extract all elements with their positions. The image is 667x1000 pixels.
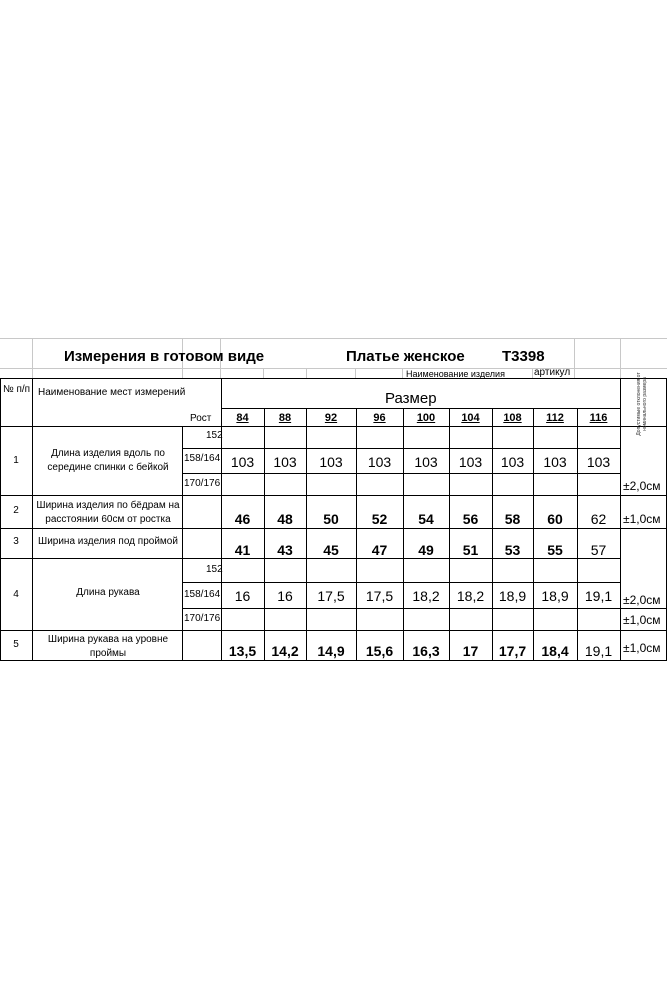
size-label: 104 [461,412,480,424]
size-label: 84 [236,412,249,424]
grid-line [0,338,667,339]
table-cell: 103 [500,454,525,470]
size-label: 92 [324,412,338,424]
table-cell: 56 [462,511,479,527]
height-label: 158/164 [184,589,221,600]
grid-line [620,338,621,378]
row-name: Ширина изделия по бёдрам на расстоянии 60см от ростка [36,500,180,525]
table-cell: 62 [590,511,607,527]
row-name: Ширина изделия под проймой [38,536,178,547]
table-cell: 58 [504,511,521,527]
table-border [182,608,667,609]
table-cell: 47 [371,542,388,558]
table-cell: 52 [371,511,388,527]
table-border [221,408,621,409]
table-border [0,660,667,661]
tolerance-cell: ±1,0см [623,641,661,655]
table-border [0,558,620,559]
table-border [182,582,620,583]
article-label: артикул [534,367,571,378]
table-cell: 41 [234,542,251,558]
tolerance-cell: ±1,0см [623,613,661,627]
table-border [0,528,667,529]
tolerance-cell: ±2,0см [623,593,661,607]
table-border [356,408,357,660]
tolerance-cell: ±2,0см [623,479,661,493]
table-cell: 103 [414,454,438,470]
row-number: 4 [13,589,19,600]
table-cell: 103 [458,454,483,470]
article-number: Т3398 [502,348,545,365]
table-border [264,408,265,660]
table-cell: 48 [277,511,293,527]
table-cell: 103 [543,454,567,470]
table-cell: 16 [234,588,251,604]
size-label: 96 [373,412,386,424]
table-cell: 54 [418,511,434,527]
product-label: Наименование изделия [406,369,505,379]
table-cell: 19,1 [584,643,613,659]
table-cell: 17 [462,643,479,659]
table-cell: 55 [547,542,563,558]
table-cell: 103 [273,454,297,470]
table-cell: 13,5 [228,643,257,659]
grid-line [532,368,533,378]
row-name: Ширина рукава на уровне проймы [47,634,169,659]
grid-line [32,338,33,378]
size-label: 112 [546,412,564,424]
row-number: 1 [13,455,19,466]
height-label: 152 [206,564,223,575]
table-border [0,378,1,660]
table-cell: 45 [323,542,339,558]
height-label: 158/164 [184,453,221,464]
table-cell: 46 [234,511,251,527]
table-cell: 16,3 [412,643,440,659]
row-number: 2 [13,505,19,516]
table-cell: 51 [462,542,479,558]
column-header-sizes: Размер [385,390,437,407]
table-cell: 18,9 [498,588,527,604]
table-cell: 50 [323,511,339,527]
column-header-num: № п/п [2,384,31,395]
table-cell: 17,5 [317,588,345,604]
table-cell: 103 [319,454,343,470]
row-number: 5 [13,639,19,650]
table-cell: 18,4 [541,643,569,659]
grid-line [402,368,403,378]
table-border [533,408,534,660]
table-border [403,408,404,660]
row-name: Длина рукава [76,587,140,598]
table-border [306,408,307,660]
size-label: 88 [278,412,292,424]
table-cell: 57 [590,542,607,558]
table-cell: 103 [230,454,255,470]
size-label: 108 [503,412,522,424]
table-border [0,495,667,496]
table-border [32,378,33,660]
table-cell: 103 [586,454,611,470]
table-border [0,426,667,427]
table-border [0,378,667,379]
column-header-height: Рост [190,413,212,424]
row-name: Длина изделия вдоль по середине спинки с бейкой [47,448,169,473]
table-border [0,630,667,631]
table-cell: 49 [418,542,434,558]
height-label: 170/176 [184,478,221,489]
grid-line [263,368,264,378]
size-label: 100 [416,412,436,424]
table-border [577,408,578,660]
table-cell: 17,5 [365,588,394,604]
height-label: 170/176 [184,613,221,624]
table-border [449,408,450,660]
height-label: 152 [206,430,223,441]
table-cell: 14,2 [271,643,299,659]
table-cell: 18,2 [412,588,440,604]
table-border [182,448,620,449]
table-cell: 60 [547,511,563,527]
grid-line [306,368,307,378]
product-name: Платье женское [346,348,465,365]
table-cell: 15,6 [365,643,394,659]
row-number: 3 [13,536,19,547]
table-cell: 19,1 [584,588,613,604]
column-header-name: Наименование мест измерений [38,387,186,398]
table-cell: 17,7 [498,643,527,659]
table-border [492,408,493,660]
page-title: Измерения в готовом виде [64,348,265,365]
size-label: 116 [589,412,608,424]
table-cell: 53 [504,542,521,558]
tolerance-cell: ±1,0см [623,512,661,526]
table-border [620,378,621,660]
table-border [182,426,183,660]
table-border [182,473,620,474]
table-cell: 43 [277,542,293,558]
table-cell: 16 [277,588,293,604]
table-cell: 14,9 [317,643,345,659]
column-header-tolerance: Допустимые отклонения от номинального размера [636,372,648,436]
table-cell: 18,2 [456,588,485,604]
table-cell: 18,9 [541,588,569,604]
size-table [0,338,667,660]
grid-line [355,368,356,378]
grid-line [574,338,575,378]
table-cell: 103 [367,454,392,470]
